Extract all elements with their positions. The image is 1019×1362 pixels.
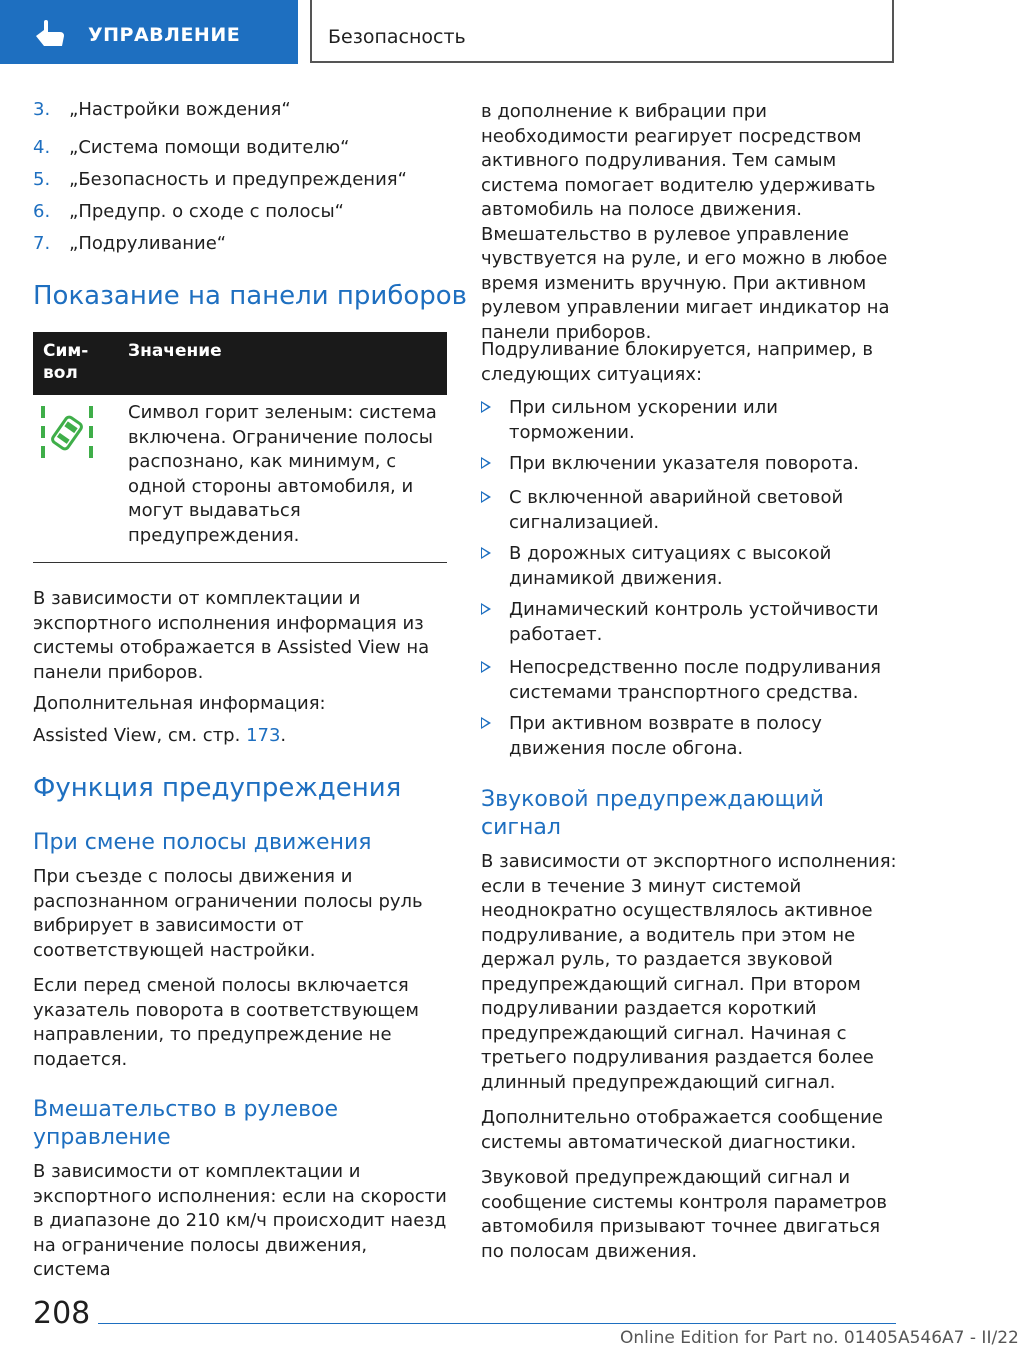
table-cell-meaning: Символ горит зеленым: система включена. Ограничение полосы распознано, как минимум, с одной стороны автомобиля, и могут выдаваться предупреждения. xyxy=(128,402,437,546)
paragraph: в дополнение к вибрации при необходимости реагирует посредством активного подруливания. Тем самым система помогает водителю удерживать автомобиль на полосе движения. Вмешательство в рулевое управление чувствуется на руле, и его можно в любое время изменить вручную. При активном рулевом управлении мигает индикатор на панели приборов. xyxy=(481,101,890,343)
heading-instrument-panel: Показание на панели приборов xyxy=(33,281,467,311)
heading-warning-function: Функция предупреждения xyxy=(33,773,402,803)
hand-pointer-icon xyxy=(32,20,66,48)
triangle-bullet-icon xyxy=(481,661,491,673)
paragraph: Подруливание блокируется, например, в следующих ситуациях: xyxy=(481,339,873,385)
triangle-bullet-icon xyxy=(481,457,491,469)
paragraph: При съезде с полосы движения и распознанном ограничении полосы руль вибрирует в зависимости от соответствующей настройки. xyxy=(33,866,423,961)
paragraph: В зависимости от экспортного исполнения: если в течение 3 минут системой неоднократно осуществлялось активное подруливание, а водитель при этом не держал руль, то раздается звуковой предупреждающий сигнал. При втором подруливании раздается короткий предупреждающий сигнал. Начиная с третьего подруливания раздается более длинный предупреждающий сигнал. xyxy=(481,851,897,1093)
lane-departure-green-icon xyxy=(38,404,96,462)
paragraph: Дополнительная информация: xyxy=(33,693,326,714)
footer-divider xyxy=(98,1323,896,1324)
paragraph: Звуковой предупреждающий сигнал и сообщение системы контроля параметров автомобиля призывают точнее двигаться по полосам движения. xyxy=(481,1167,887,1262)
topic-tab xyxy=(310,0,894,63)
table-divider xyxy=(33,562,447,563)
list-item: 7. „Подруливание“ xyxy=(33,233,227,254)
column-symbol: Сим- вол xyxy=(43,341,89,383)
paragraph: Дополнительно отображается сообщение системы автоматической диагностики. xyxy=(481,1107,883,1153)
triangle-bullet-icon xyxy=(481,547,491,559)
triangle-bullet-icon xyxy=(481,401,491,413)
triangle-bullet-icon xyxy=(481,717,491,729)
triangle-bullet-icon xyxy=(481,491,491,503)
paragraph: Если перед сменой полосы включается указатель поворота в соответствующем направлении, то предупреждение не подается. xyxy=(33,975,419,1070)
section-title: УПРАВЛЕНИЕ xyxy=(88,24,241,46)
page-header xyxy=(0,0,960,66)
paragraph: В зависимости от комплектации и экспортного исполнения информация из системы отображается в Assisted View на панели приборов. xyxy=(33,588,430,683)
edition-note: Online Edition for Part no. 01405A546A7 - II/22 xyxy=(620,1328,1019,1348)
list-item: 3. „Настройки вождения“ xyxy=(33,99,291,120)
heading-lane-change: При смене полосы движения xyxy=(33,830,372,855)
list-item: 4. „Система помощи водителю“ xyxy=(33,137,350,158)
section-tab[interactable] xyxy=(0,0,298,64)
table-header xyxy=(33,332,447,395)
page-link[interactable]: 173 xyxy=(246,725,281,746)
list-item: 5. „Безопасность и предупреждения“ xyxy=(33,169,407,190)
paragraph-reference: Assisted View, см. стр. 173. xyxy=(33,725,287,746)
list-item: 6. „Предупр. о сходе с полосы“ xyxy=(33,201,344,222)
topic-title: Безопасность xyxy=(328,26,466,48)
paragraph: В зависимости от комплектации и экспортного исполнения: если на скорости в диапазоне до 210 км/ч происходит наезд на ограничение полосы движения, система xyxy=(33,1161,447,1280)
triangle-bullet-icon xyxy=(481,603,491,615)
column-meaning: Значение xyxy=(128,341,222,361)
page-number: 208 xyxy=(33,1296,91,1331)
heading-steering-intervention: Вмешательство в рулевое управление xyxy=(33,1097,339,1150)
heading-audible-warning: Звуковой предупреждающий сигнал xyxy=(481,787,824,840)
